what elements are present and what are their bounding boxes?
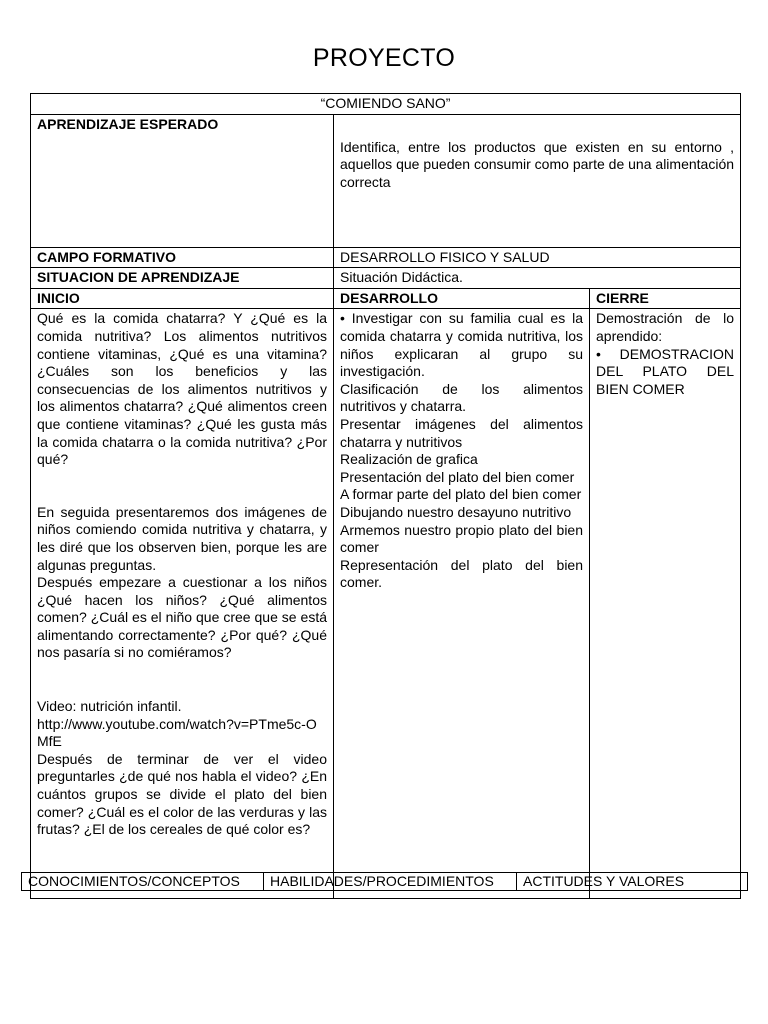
desarrollo-item: Clasificación de los alimentos nutritivos y chatarra. <box>340 380 583 415</box>
situacion-row <box>31 268 741 289</box>
desarrollo-item: Armemos nuestro propio plato del bien comer <box>340 521 583 556</box>
inicio-paragraph: Después empezare a cuestionar a los niños ¿Qué hacen los niños? ¿Qué alimentos comen? ¿Cuál es el niño que cree que se está alimentando correctamente? ¿Por qué? ¿Qué nos pasaría si no comiéramos? <box>37 574 327 661</box>
desarrollo-item: Dibujando nuestro desayuno nutritivo <box>340 503 572 520</box>
cierre-content <box>590 309 741 899</box>
competencias-row <box>22 873 748 891</box>
cierre-item: • DEMOSTRACION DEL PLATO DEL BIEN COMER <box>596 346 734 399</box>
desarrollo-item: Realización de grafica <box>340 451 478 468</box>
aprendizaje-row <box>31 114 741 247</box>
project-table <box>30 93 741 899</box>
desarrollo-item: Presentación del plato del bien comer <box>340 468 575 485</box>
project-name: “COMIENDO SANO” <box>31 94 741 115</box>
desarrollo-content <box>334 309 590 899</box>
aprendizaje-label: APRENDIZAJE ESPERADO <box>31 114 334 247</box>
cierre-header: CIERRE <box>590 288 741 309</box>
inicio-paragraph: En seguida presentaremos dos imágenes de niños comiendo comida nutritiva y chatarra, y les diré que los observen bien, porque les are algunas preguntas. <box>37 503 327 573</box>
desarrollo-header: DESARROLLO <box>334 288 590 309</box>
phases-header-row <box>31 288 741 309</box>
campo-row <box>31 247 741 268</box>
inicio-header: INICIO <box>31 288 334 309</box>
aprendizaje-value: Identifica, entre los productos que existen en su entorno , aquellos que pueden consumir como parte de una alimentación correcta <box>334 114 741 247</box>
situacion-label: SITUACION DE APRENDIZAJE <box>31 268 334 289</box>
inicio-paragraph: Qué es la comida chatarra? Y ¿Qué es la comida nutritiva? Los alimentos nutritivos contiene vitaminas, ¿Qué es una vitamina? ¿Cuáles son los beneficios y las consecuencias de los alimentos nutritivos y los alimentos chatarra? ¿Qué alimentos creen que contiene vitaminas? ¿Qué les gusta más la comida chatarra o la comida nutritiva? ¿Por qué? <box>37 310 327 468</box>
project-name-row <box>31 94 741 115</box>
inicio-paragraph: Video: nutrición infantil. <box>37 698 182 715</box>
campo-value: DESARROLLO FISICO Y SALUD <box>334 247 741 268</box>
actitudes-header: ACTITUDES Y VALORES <box>517 873 748 891</box>
desarrollo-item: • Investigar con su familia cual es la comida chatarra y comida nutritiva, los niños explicaran al grupo su investigación. <box>340 310 583 380</box>
video-link[interactable]: http://www.youtube.com/watch?v=PTme5c-OMfE <box>37 715 317 750</box>
campo-label: CAMPO FORMATIVO <box>31 247 334 268</box>
phases-content-row <box>31 309 741 899</box>
inicio-paragraph: Después de terminar de ver el video preguntarles ¿de qué nos habla el video? ¿En cuántos grupos se divide el plato del bien comer? ¿Cuál es el color de las verduras y las frutas? ¿El de los cereales de qué color es? <box>37 750 327 838</box>
inicio-content <box>31 309 334 899</box>
conocimientos-header: CONOCIMIENTOS/CONCEPTOS <box>22 873 264 891</box>
situacion-value: Situación Didáctica. <box>334 268 741 289</box>
desarrollo-item: A formar parte del plato del bien comer <box>340 486 582 503</box>
desarrollo-item: Presentar imágenes del alimentos chatarra y nutritivos <box>340 415 583 450</box>
page-title: PROYECTO <box>312 44 456 72</box>
habilidades-header: HABILIDADES/PROCEDIMIENTOS <box>264 873 517 891</box>
desarrollo-item: Representación del plato del bien comer. <box>340 556 583 591</box>
competencias-table <box>21 872 748 891</box>
cierre-intro: Demostración de lo aprendido: <box>596 310 735 344</box>
